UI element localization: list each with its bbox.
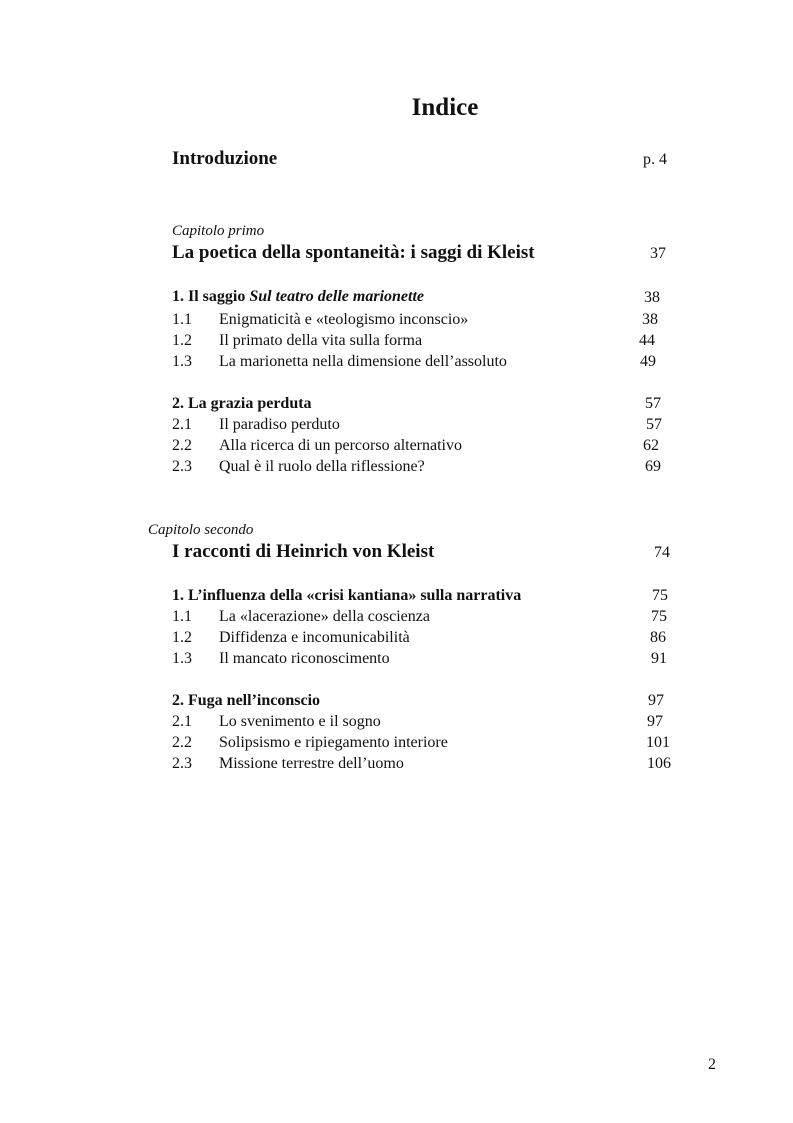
chapter-1-page: 37 — [650, 245, 666, 262]
section-title-italic: Sul teatro delle marionette — [249, 288, 425, 305]
toc-row — [172, 608, 430, 626]
toc-row-num: 2.1 — [172, 416, 192, 433]
toc-row-page: 57 — [646, 416, 662, 433]
toc-row-num: 1.1 — [172, 311, 192, 328]
toc-row — [172, 629, 410, 647]
toc-row — [172, 353, 507, 371]
toc-row — [172, 437, 462, 455]
toc-row-page: 62 — [643, 437, 659, 454]
toc-row-num: 2.3 — [172, 458, 192, 475]
section-page: 38 — [644, 289, 660, 306]
toc-row-text: Diffidenza e incomunicabilità — [219, 629, 410, 646]
chapter-1-label: Capitolo primo — [172, 223, 265, 239]
toc-row-text: Missione terrestre dell’uomo — [219, 755, 404, 772]
toc-row-num: 2.3 — [172, 755, 192, 772]
toc-row — [172, 734, 448, 752]
toc-row — [172, 416, 340, 434]
intro-page: p. 4 — [643, 151, 667, 168]
toc-row — [172, 311, 468, 329]
section-page: 75 — [652, 587, 668, 604]
toc-row-page: 38 — [642, 311, 658, 328]
toc-row — [172, 713, 381, 731]
toc-row-text: La marionetta nella dimensione dell’assoluto — [219, 353, 507, 370]
toc-row-num: 1.1 — [172, 608, 192, 625]
toc-row-text: Alla ricerca di un percorso alternativo — [219, 437, 462, 454]
toc-row-num: 1.3 — [172, 650, 192, 667]
toc-row-page: 91 — [651, 650, 667, 667]
toc-row-text: Il mancato riconoscimento — [219, 650, 390, 667]
toc-row-text: Qual è il ruolo della riflessione? — [219, 458, 425, 475]
toc-row-page: 86 — [650, 629, 666, 646]
toc-row-page: 75 — [651, 608, 667, 625]
toc-row-text: Il paradiso perduto — [219, 416, 340, 433]
toc-row-page: 106 — [647, 755, 671, 772]
toc-row-page: 49 — [640, 353, 656, 370]
toc-row-page: 44 — [639, 332, 655, 349]
toc-row-num: 1.3 — [172, 353, 192, 370]
toc-row-text: La «lacerazione» della coscienza — [219, 608, 430, 625]
intro-title: Introduzione — [172, 148, 278, 169]
section-page: 97 — [648, 692, 664, 709]
toc-row-text: Lo svenimento e il sogno — [219, 713, 381, 730]
toc-row — [172, 458, 425, 476]
section-title: 2. La grazia perduta — [172, 395, 312, 412]
toc-row-num: 1.2 — [172, 332, 192, 349]
toc-row-text: Il primato della vita sulla forma — [219, 332, 423, 349]
chapter-2-label: Capitolo secondo — [148, 522, 254, 538]
section-page: 57 — [645, 395, 661, 412]
section-title: 1. L’influenza della «crisi kantiana» sulla narrativa — [172, 587, 522, 604]
toc-row-page: 97 — [647, 713, 663, 730]
chapter-2-page: 74 — [654, 544, 670, 561]
toc-row — [172, 650, 390, 668]
toc-row-page: 101 — [646, 734, 670, 751]
chapter-1-title: La poetica della spontaneità: i saggi di Kleist — [172, 242, 535, 263]
toc-row-num: 2.2 — [172, 734, 192, 751]
toc-row-page: 69 — [645, 458, 661, 475]
page-title: Indice — [411, 94, 479, 121]
toc-row-text: Enigmaticità e «teologismo inconscio» — [219, 311, 469, 328]
chapter-2-title: I racconti di Heinrich von Kleist — [172, 541, 435, 562]
toc-row — [172, 755, 404, 773]
toc-row-num: 2.2 — [172, 437, 192, 454]
toc-row-num: 1.2 — [172, 629, 192, 646]
toc-row-num: 2.1 — [172, 713, 192, 730]
page-number: 2 — [708, 1056, 716, 1073]
toc-row — [172, 332, 422, 350]
section-title — [172, 288, 424, 306]
section-title: 2. Fuga nell’inconscio — [172, 692, 321, 709]
toc-row-text: Solipsismo e ripiegamento interiore — [219, 734, 448, 751]
section-title-prefix: 1. Il saggio — [172, 288, 250, 305]
